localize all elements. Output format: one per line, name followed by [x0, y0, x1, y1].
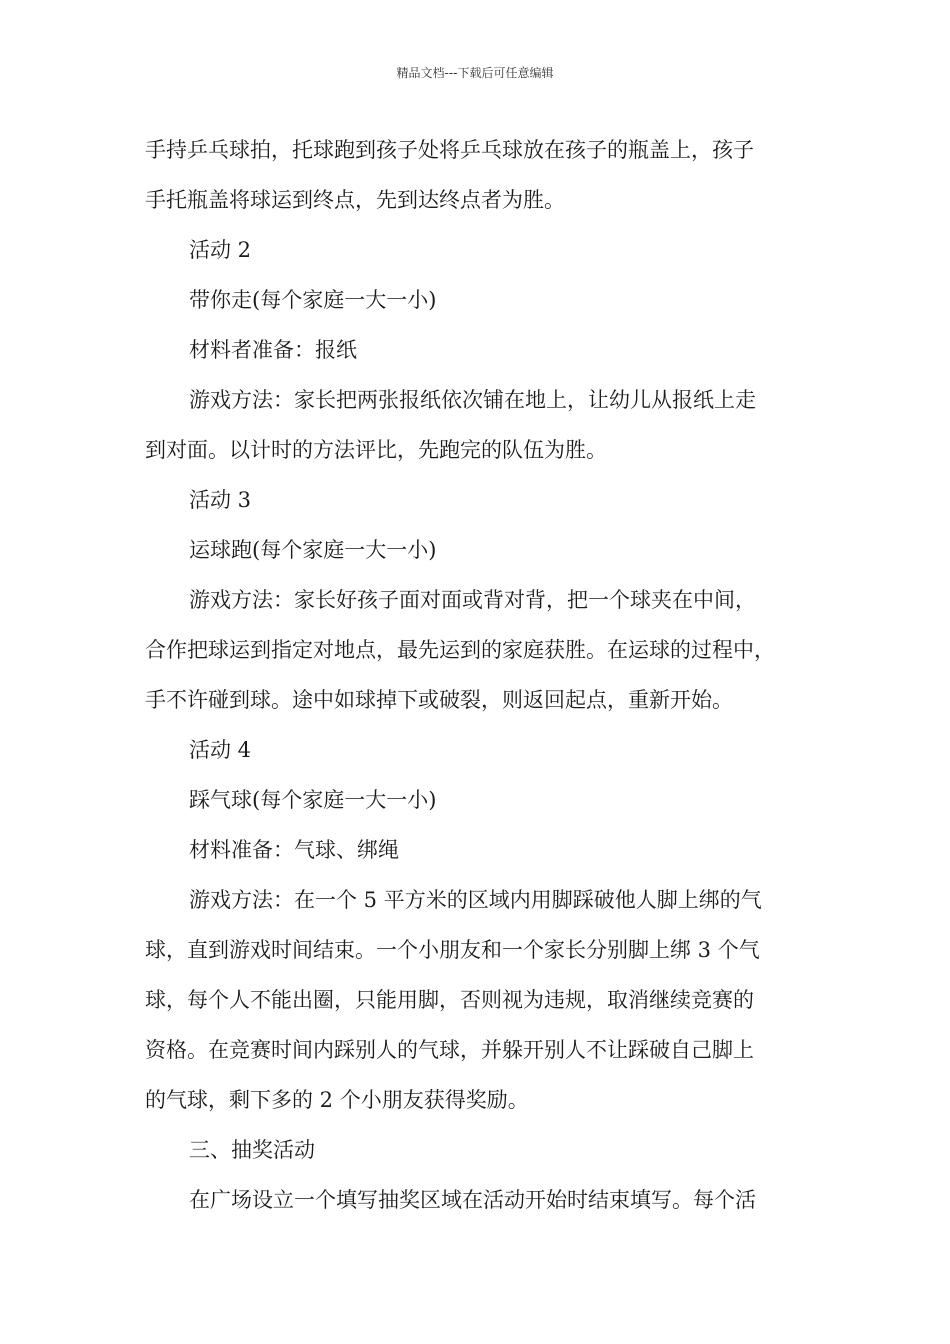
text-line: 游戏方法：家长把两张报纸依次铺在地上，让幼儿从报纸上走	[189, 388, 756, 412]
text-line: 资格。在竞赛时间内踩别人的气球，并躲开别人不让踩破自己脚上	[145, 1038, 754, 1062]
text-line: 手持乒乓球拍，托球跑到孩子处将乒乓球放在孩子的瓶盖上，孩子	[145, 138, 754, 162]
materials-line: 材料准备：气球、绑绳	[189, 838, 399, 862]
section-heading: 活动 2	[189, 238, 252, 262]
text-line: 合作把球运到指定对地点，最先运到的家庭获胜。在运球的过程中，	[145, 638, 775, 662]
text-line: 手不许碰到球。途中如球掉下或破裂，则返回起点，重新开始。	[145, 688, 733, 712]
materials-line: 材料者准备：报纸	[189, 338, 357, 362]
section-heading: 活动 3	[189, 488, 252, 512]
activity-title: 运球跑(每个家庭一大一小)	[189, 538, 437, 562]
text-line: 的气球，剩下多的 2 个小朋友获得奖励。	[145, 1088, 529, 1112]
text-line: 游戏方法：在一个 5 平方米的区域内用脚踩破他人脚上绑的气	[189, 888, 762, 912]
text-line: 球，直到游戏时间结束。一个小朋友和一个家长分别脚上绑 3 个气	[145, 938, 760, 962]
activity-title: 带你走(每个家庭一大一小)	[189, 288, 437, 312]
text-line: 在广场设立一个填写抽奖区域在活动开始时结束填写。每个活	[189, 1188, 756, 1212]
text-line: 游戏方法：家长好孩子面对面或背对背，把一个球夹在中间，	[189, 588, 756, 612]
section-heading: 活动 4	[189, 738, 252, 762]
text-line: 到对面。以计时的方法评比，先跑完的队伍为胜。	[145, 438, 607, 462]
text-line: 球，每个人不能出圈，只能用脚，否则视为违规，取消继续竞赛的	[145, 988, 754, 1012]
page-header: 精品文档---下载后可任意编辑	[396, 66, 554, 80]
section-heading: 三、抽奖活动	[189, 1138, 315, 1162]
text-line: 手托瓶盖将球运到终点，先到达终点者为胜。	[145, 188, 565, 212]
activity-title: 踩气球(每个家庭一大一小)	[189, 788, 437, 812]
document-body	[145, 125, 820, 1225]
